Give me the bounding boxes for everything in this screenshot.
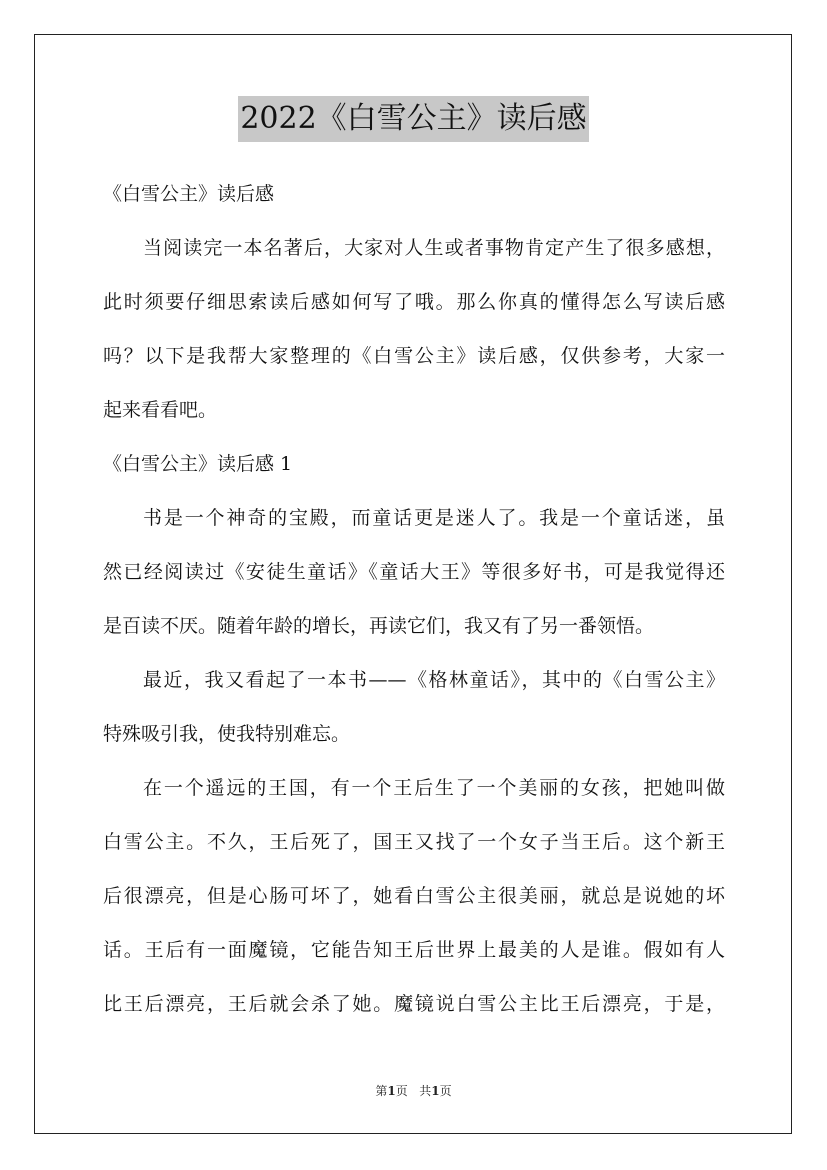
text-line: 吗？以下是我帮大家整理的《白雪公主》读后感，仅供参考，大家一 (103, 345, 725, 367)
document-body (103, 167, 725, 1031)
text-line: 最近，我又看起了一本书——《格林童话》，其中的《白雪公主》 (143, 669, 725, 691)
text-line: 话。王后有一面魔镜，它能告知王后世界上最美的人是谁。假如有人 (103, 939, 725, 961)
text-line: 在一个遥远的王国，有一个王后生了一个美丽的女孩，把她叫做 (143, 777, 725, 799)
text-line: 然已经阅读过《安徒生童话》《童话大王》等很多好书，可是我觉得还 (103, 561, 725, 583)
text-line: 特殊吸引我，使我特别难忘。 (103, 723, 351, 745)
text-line: 书是一个神奇的宝殿，而童话更是迷人了。我是一个童话迷，虽 (143, 507, 725, 529)
footer-total-suffix: 页 (439, 1084, 452, 1098)
text-line: 当阅读完一本名著后，大家对人生或者事物肯定产生了很多感想， (143, 237, 725, 259)
text-line: 此时须要仔细思索读后感如何写了哦。那么你真的懂得怎么写读后感 (103, 291, 725, 313)
text-line: 《白雪公主》读后感 1 (103, 453, 293, 475)
text-line: 白雪公主。不久，王后死了，国王又找了一个女子当王后。这个新王 (103, 831, 725, 853)
text-line: 是百读不厌。随着年龄的增长，再读它们，我又有了另一番领悟。 (103, 615, 655, 637)
footer-page-prefix: 第 (375, 1084, 388, 1098)
text-line: 比王后漂亮，王后就会杀了她。魔镜说白雪公主比王后漂亮，于是， (103, 993, 725, 1015)
text-line: 后很漂亮，但是心肠可坏了，她看白雪公主很美丽，就总是说她的坏 (103, 885, 725, 907)
footer-total-number: 1 (431, 1084, 440, 1098)
text-line: 起来看看吧。 (103, 399, 218, 421)
page-footer (0, 1082, 827, 1099)
footer-total-prefix: 共 (419, 1084, 432, 1098)
text-line: 《白雪公主》读后感 (103, 183, 275, 205)
footer-page-suffix: 页 (395, 1084, 408, 1098)
document-title: 2022《白雪公主》读后感 (238, 96, 588, 142)
footer-page-number: 1 (387, 1084, 396, 1098)
title-container (0, 96, 827, 142)
